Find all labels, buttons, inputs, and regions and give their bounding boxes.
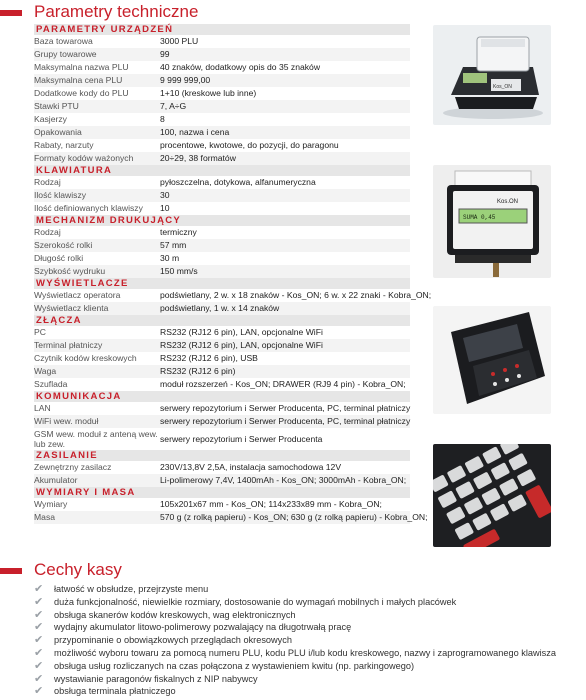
spec-value: 99 — [160, 49, 170, 59]
spec-label: Szybkość wydruku — [34, 266, 106, 276]
device2-brand: Kos.ON — [497, 199, 519, 205]
spec-row — [34, 415, 410, 428]
spec-value: 230V/13,8V 2,5A, instalacja samochodowa 12V — [160, 462, 342, 472]
spec-row — [34, 139, 410, 152]
spec-label: GSM wew. moduł z anteną wew. lub zew. — [34, 429, 158, 449]
section-header: ZASILANIE — [34, 450, 410, 461]
spec-label: Maksymalna cena PLU — [34, 75, 123, 85]
feature-item — [34, 609, 579, 622]
spec-label: Grupy towarowe — [34, 49, 97, 59]
cash-register-icon — [433, 25, 551, 125]
spec-row — [34, 339, 410, 352]
checkmark-icon: ✔ — [34, 595, 44, 608]
device-photo-1 — [433, 25, 551, 125]
spec-label: WiFi wew. moduł — [34, 416, 99, 426]
feature-text: przypominanie o obowiązkowych przeglądach okresowych — [54, 635, 292, 646]
spec-row — [34, 113, 410, 126]
spec-label: Ilość klawiszy — [34, 190, 87, 200]
spec-value: 8 — [160, 114, 165, 124]
section-header: KOMUNIKACJA — [34, 391, 410, 402]
spec-row — [34, 100, 410, 113]
spec-label: Terminal płatniczy — [34, 340, 103, 350]
checkmark-icon: ✔ — [34, 685, 44, 698]
spec-row — [34, 126, 410, 139]
spec-label: Stawki PTU — [34, 101, 79, 111]
spec-value: RS232 (RJ12 6 pin) — [160, 366, 236, 376]
feature-text: możliwość wyboru towaru za pomocą numeru PLU, kodu PLU i/lub kodu kreskowego, nazwy i zaprogramowanego klawisza — [54, 647, 556, 658]
section-rows — [34, 326, 410, 391]
spec-row — [34, 474, 410, 487]
spec-value: RS232 (RJ12 6 pin), USB — [160, 353, 258, 363]
spec-value: procentowe, kwotowe, do pozycji, do paragonu — [160, 140, 339, 150]
spec-value: 30 — [160, 190, 170, 200]
feature-text: duża funkcjonalność, niewielkie rozmiary, dostosowanie do wymagań mobilnych i małych placówek — [54, 596, 457, 607]
device2-display: SUMA 0,45 — [463, 214, 496, 221]
spec-value: RS232 (RJ12 6 pin), LAN, opcjonalne WiFi — [160, 327, 323, 337]
features-list — [34, 583, 579, 698]
spec-value: 570 g (z rolką papieru) - Kos_ON; 630 g (z rolką papieru) - Kobra_ON; — [160, 512, 428, 522]
spec-label: Ilość definiowanych klawiszy — [34, 203, 143, 213]
feature-text: łatwość w obsłudze, przejrzyste menu — [54, 584, 209, 594]
spec-label: Baza towarowa — [34, 36, 93, 46]
header-accent — [0, 10, 22, 16]
checkmark-icon: ✔ — [34, 583, 44, 595]
spec-row — [34, 402, 410, 415]
spec-label: Wymiary — [34, 499, 68, 509]
feature-item — [34, 634, 579, 647]
spec-row — [34, 326, 410, 339]
features-accent — [0, 568, 22, 574]
spec-label: Rodzaj — [34, 177, 61, 187]
feature-text: wydajny akumulator litowo-polimerowy pozwalający na długotrwałą pracę — [54, 622, 352, 633]
feature-item — [34, 583, 579, 596]
spec-label: Maksymalna nazwa PLU — [34, 62, 129, 72]
spec-label: Długość rolki — [34, 253, 84, 263]
spec-value: podświetlany, 1 w. x 14 znaków — [160, 303, 280, 313]
spec-row — [34, 226, 410, 239]
device1-brand: Kos_ON — [493, 84, 512, 90]
spec-label: PC — [34, 327, 46, 337]
cash-register-front-icon — [433, 165, 551, 278]
spec-row — [34, 302, 410, 315]
spec-value: serwery repozytorium i Serwer Producenta — [160, 433, 323, 444]
spec-value: 20÷29, 38 formatów — [160, 153, 236, 163]
spec-value: moduł rozszerzeń - Kos_ON; DRAWER (RJ9 4 pin) - Kobra_ON; — [160, 379, 406, 389]
feature-text: obsługa terminala płatniczego — [54, 686, 176, 697]
page-title: Parametry techniczne — [34, 2, 199, 21]
spec-label: Akumulator — [34, 475, 78, 485]
spec-label: Opakowania — [34, 127, 82, 137]
spec-row — [34, 511, 428, 524]
device-photo-4 — [433, 444, 551, 547]
spec-value: Li-polimerowy 7,4V, 1400mAh - Kos_ON; 3000mAh - Kobra_ON; — [160, 475, 407, 485]
spec-value: pyłoszczelna, dotykowa, alfanumeryczna — [160, 177, 316, 187]
spec-row — [34, 461, 410, 474]
spec-value: 3000 PLU — [160, 36, 199, 46]
section-header: MECHANIZM DRUKUJĄCY — [34, 215, 410, 226]
feature-item — [34, 596, 579, 609]
spec-value: 100, nazwa i cena — [160, 127, 230, 137]
spec-label: Dodatkowe kody do PLU — [34, 88, 129, 98]
spec-value: termiczny — [160, 227, 197, 237]
feature-text: obsługa usług rozliczanych na czas połączona z wystawieniem kwitu (np. parkingowego) — [54, 660, 415, 671]
feature-item — [34, 660, 579, 673]
section-rows — [34, 402, 410, 450]
spec-label: Szerokość rolki — [34, 240, 93, 250]
spec-value: 1+10 (kreskowe lub inne) — [160, 88, 257, 98]
spec-row — [34, 176, 410, 189]
spec-label: Rabaty, narzuty — [34, 140, 94, 150]
section-rows — [34, 35, 410, 165]
feature-item — [34, 647, 579, 660]
feature-item — [34, 621, 579, 634]
spec-row — [34, 61, 410, 74]
spec-value: 40 znaków, dodatkowy opis do 35 znaków — [160, 62, 321, 72]
spec-value: 9 999 999,00 — [160, 75, 211, 85]
spec-row — [34, 378, 410, 391]
spec-row — [34, 189, 410, 202]
spec-row — [34, 239, 410, 252]
spec-row — [34, 202, 410, 215]
spec-label: Wyświetlacz operatora — [34, 290, 121, 300]
section-rows — [34, 498, 428, 524]
feature-text: wystawianie paragonów fiskalnych z NIP nabywcy — [54, 673, 258, 684]
spec-row — [34, 289, 432, 302]
spec-row — [34, 74, 410, 87]
spec-value: 150 mm/s — [160, 266, 198, 276]
device-photo-3 — [433, 306, 551, 414]
checkmark-icon: ✔ — [34, 672, 44, 685]
spec-row — [34, 152, 410, 165]
feature-text: obsługa skanerów kodów kreskowych, wag elektronicznych — [54, 609, 296, 620]
feature-item — [34, 673, 579, 686]
spec-value: 105x201x67 mm - Kos_ON; 114x233x89 mm - Kobra_ON; — [160, 499, 382, 509]
feature-item — [34, 685, 579, 698]
spec-label: Czytnik kodów kreskowych — [34, 353, 137, 363]
section-rows — [34, 226, 410, 278]
spec-value: serwery repozytorium i Serwer Producenta, PC, terminal płatniczy — [160, 416, 411, 426]
section-header: WYMIARY I MASA — [34, 487, 410, 498]
checkmark-icon: ✔ — [34, 621, 44, 634]
spec-label: Wyświetlacz klienta — [34, 303, 109, 313]
section-rows — [34, 461, 410, 487]
spec-value: podświetlany, 2 w. x 18 znaków - Kos_ON; 6 w. x 22 znaki - Kobra_ON; — [160, 290, 432, 300]
spec-row — [34, 265, 410, 278]
keypad-icon — [433, 444, 551, 547]
spec-value: RS232 (RJ12 6 pin), LAN, opcjonalne WiFi — [160, 340, 323, 350]
features-title: Cechy kasy — [34, 560, 122, 579]
spec-row — [34, 365, 410, 378]
spec-label: Waga — [34, 366, 57, 376]
spec-row — [34, 35, 410, 48]
checkmark-icon: ✔ — [34, 646, 44, 659]
mobile-terminal-icon — [433, 306, 551, 414]
spec-row — [34, 352, 410, 365]
spec-label: Formaty kodów ważonych — [34, 153, 134, 163]
spec-label: Szuflada — [34, 379, 68, 389]
spec-label: LAN — [34, 403, 51, 413]
section-rows — [34, 289, 432, 315]
spec-label: Rodzaj — [34, 227, 61, 237]
checkmark-icon: ✔ — [34, 659, 44, 672]
section-header: ZŁĄCZA — [34, 315, 410, 326]
spec-label: Kasjerzy — [34, 114, 67, 124]
spec-row — [34, 252, 410, 265]
section-header: PARAMETRY URZĄDZEŃ — [34, 24, 410, 35]
spec-label: Masa — [34, 512, 56, 522]
section-header: KLAWIATURA — [34, 165, 410, 176]
spec-row — [34, 48, 410, 61]
section-rows — [34, 176, 410, 215]
spec-value: 7, A÷G — [160, 101, 187, 111]
spec-row — [34, 87, 410, 100]
device-photo-2 — [433, 165, 551, 278]
section-header: WYŚWIETLACZE — [34, 278, 410, 289]
spec-label: Zewnętrzny zasilacz — [34, 462, 112, 472]
spec-value: 10 — [160, 203, 170, 213]
spec-value: 30 m — [160, 253, 180, 263]
checkmark-icon: ✔ — [34, 634, 44, 647]
spec-row — [34, 498, 410, 511]
spec-row — [34, 428, 410, 450]
spec-table — [34, 24, 432, 524]
spec-value: 57 mm — [160, 240, 187, 250]
spec-value: serwery repozytorium i Serwer Producenta, PC, terminal płatniczy — [160, 403, 411, 413]
checkmark-icon: ✔ — [34, 608, 44, 621]
